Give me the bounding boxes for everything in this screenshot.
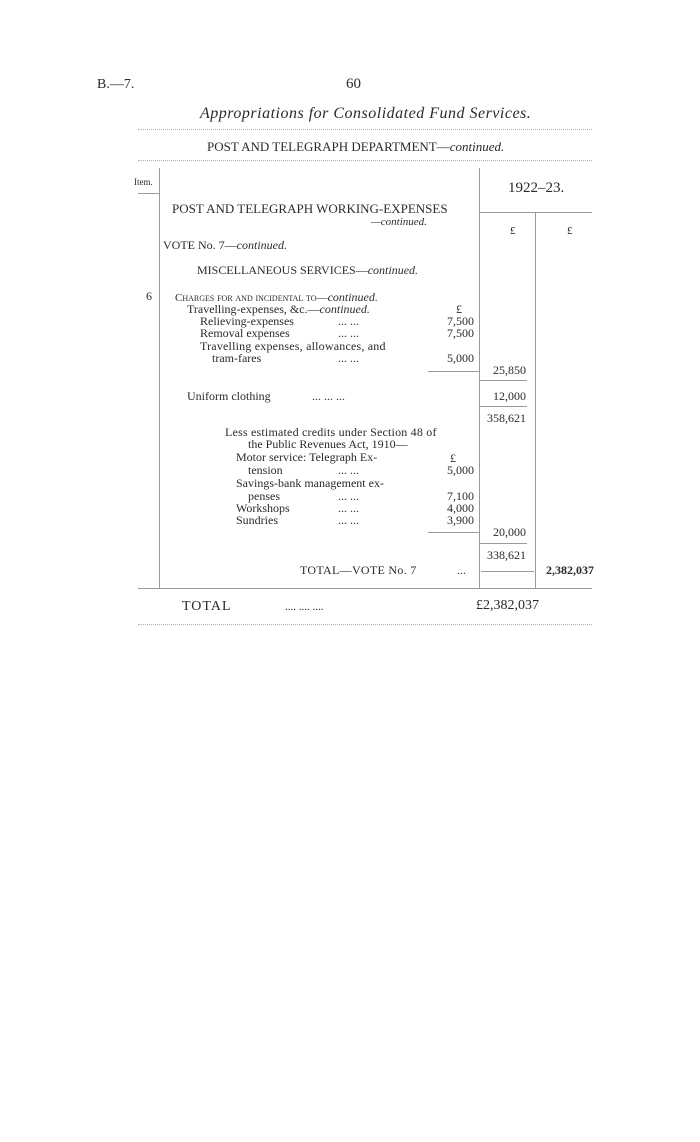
travelling-allowances-dots: ... ... — [338, 351, 359, 365]
motor-service-label: Motor service: Telegraph Ex- — [236, 450, 378, 464]
line-dots: ... ... — [338, 314, 359, 328]
travelling-allowances-label: Travelling expenses, allowances, and — [200, 339, 386, 353]
line-label: Relieving-expenses — [200, 314, 294, 328]
credits-rule — [428, 532, 479, 533]
vote-label: VOTE No. 7— — [163, 238, 237, 252]
savings-bank-label: Savings-bank management ex- — [236, 476, 384, 490]
gross-total: 358,621 — [487, 411, 526, 425]
charges-continued: continued. — [327, 290, 378, 304]
section-title: POST AND TELEGRAPH WORKING-EXPENSES — [172, 201, 448, 216]
table-top-rule — [138, 160, 592, 161]
subsection-heading — [197, 263, 418, 278]
travelling-allowances-label-2: tram-fares — [212, 351, 262, 365]
motor-service-value: 5,000 — [447, 463, 474, 477]
department-heading — [207, 139, 504, 155]
travelling-allowances-value: 5,000 — [447, 351, 474, 365]
footer-rule — [138, 624, 592, 625]
page-number: 60 — [346, 76, 361, 92]
savings-bank-label-2: penses — [248, 489, 280, 503]
net-total: 338,621 — [487, 548, 526, 562]
table-bottom-rule — [138, 588, 592, 589]
uniform-dots: ... ... ... — [312, 389, 345, 403]
department-continued: continued. — [449, 139, 505, 154]
uniform-label: Uniform clothing — [187, 389, 271, 403]
subsection-continued: continued. — [367, 263, 419, 277]
uniform-value: 12,000 — [493, 389, 526, 403]
net-rule — [479, 543, 527, 544]
travelling-continued: continued. — [319, 302, 370, 316]
savings-bank-dots: ... ... — [338, 489, 359, 503]
item-column-header: Item. — [134, 177, 153, 187]
section-continued: —continued. — [371, 216, 427, 228]
currency-header-1: £ — [510, 225, 516, 237]
grand-total-dots: .... .... .... — [285, 601, 324, 613]
year-header-rule — [479, 212, 592, 213]
amount-column-divider — [479, 168, 480, 588]
pound-sign: £ — [456, 302, 462, 316]
total-vote-value: 2,382,037 — [546, 563, 594, 577]
sundries-value: 3,900 — [447, 513, 474, 527]
item-header-rule — [138, 193, 159, 194]
credits-total: 20,000 — [493, 525, 526, 539]
less-credits-line-1: Less estimated credits under Section 48 of — [225, 425, 437, 439]
workshops-dots: ... ... — [338, 501, 359, 515]
sundries-dots: ... ... — [338, 513, 359, 527]
workshops-label: Workshops — [236, 501, 290, 515]
travelling-label: Travelling-expenses, &c.— — [187, 302, 320, 316]
subcolumn-divider — [535, 212, 536, 588]
total-vote-dots: ... — [457, 563, 466, 577]
total-vote-rule — [481, 571, 534, 572]
subtotal-travel: 25,850 — [493, 363, 526, 377]
gross-rule — [479, 406, 527, 407]
year-column-header: 1922–23. — [508, 180, 565, 196]
department-name: POST AND TELEGRAPH DEPARTMENT— — [207, 139, 450, 154]
grand-total-value: £2,382,037 — [476, 598, 539, 613]
savings-bank-value: 7,100 — [447, 489, 474, 503]
motor-service-dots: ... ... — [338, 463, 359, 477]
vote-heading — [163, 238, 287, 253]
line-dots: ... ... — [338, 326, 359, 340]
subtotal-rule — [428, 371, 479, 372]
sundries-label: Sundries — [236, 513, 278, 527]
grand-total-label: TOTAL — [182, 599, 232, 614]
total-vote-label: TOTAL—VOTE No. 7 — [300, 563, 417, 577]
subtotal-rule — [479, 380, 527, 381]
item-column-divider — [159, 168, 160, 588]
vote-continued: continued. — [236, 238, 287, 252]
currency-header-2: £ — [567, 225, 573, 237]
workshops-value: 4,000 — [447, 501, 474, 515]
item-number: 6 — [146, 289, 152, 303]
charges-label: Charges for and incidental to— — [175, 292, 328, 304]
less-credits-line-2: the Public Revenues Act, 1910— — [248, 437, 408, 451]
motor-service-label-2: tension — [248, 463, 283, 477]
line-label: Removal expenses — [200, 326, 290, 340]
credits-pound-sign: £ — [450, 451, 456, 465]
title-rule — [138, 129, 592, 130]
page-reference: B.—7. — [97, 77, 135, 92]
line-value: 7,500 — [447, 326, 474, 340]
line-value: 7,500 — [447, 314, 474, 328]
subsection-label: MISCELLANEOUS SERVICES— — [197, 263, 368, 277]
page-title: Appropriations for Consolidated Fund Services. — [200, 105, 532, 122]
